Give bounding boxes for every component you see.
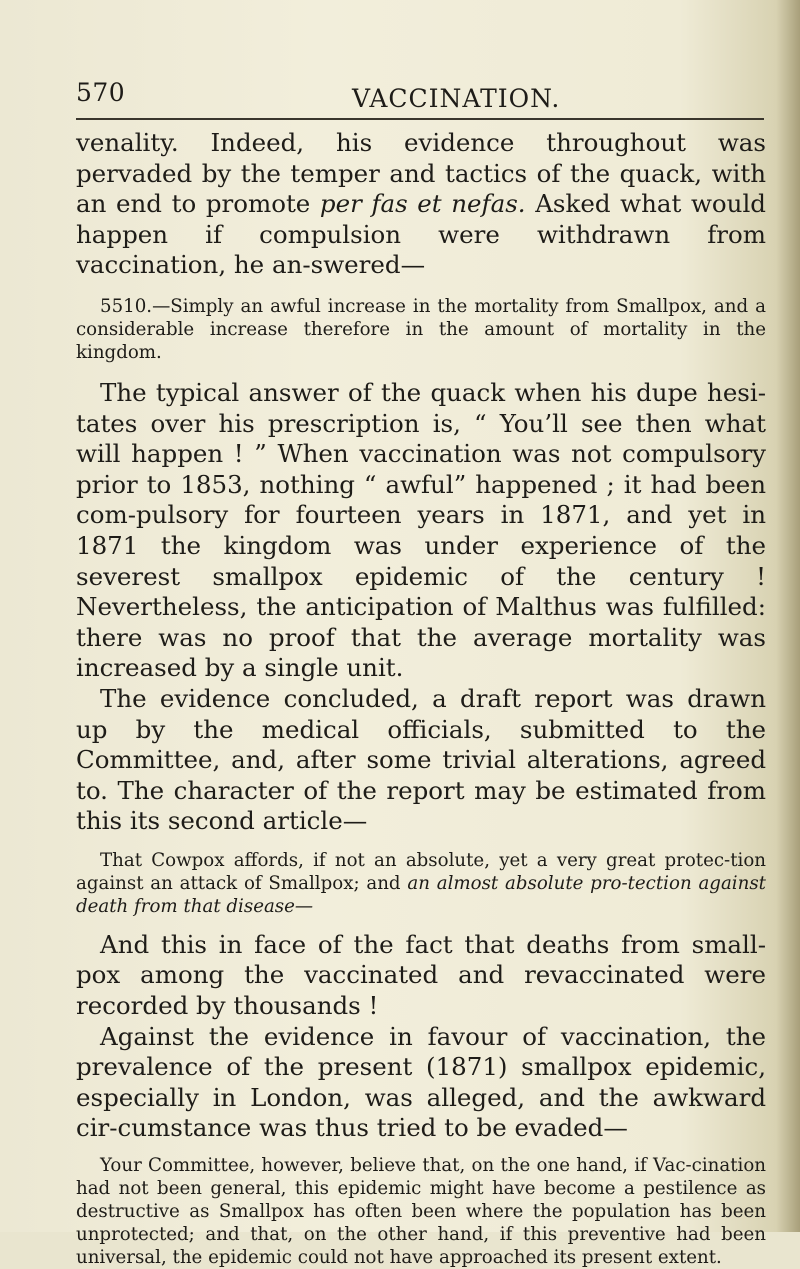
latin-phrase: per fas et nefas. bbox=[319, 189, 526, 219]
quote-committee: Your Committee, however, believe that, on the one hand, if Vac-cination had not been general, this epidemic might have become a pestilence as destructive as Smallpox has often been where the population has been unprotected; and that, on the other hand, if this preventive had been universal, the epidemic could not have approached its present extent. bbox=[76, 1155, 766, 1269]
paragraph-2: The typical answer of the quack when his dupe hesi-tates over his prescription is, “ You’ll see then what will happen ! ” When vaccination was not compulsory prior to 1853, nothing “ awful” happened ; it had been com-pulsory for fourteen years in 1871, and yet in 1871 the kingdom was under experience of the severest smallpox epidemic of the century ! Nevertheless, the anticipation of Malthus was fulfilled: there was no proof that the average mortality was increased by a single unit. bbox=[76, 377, 766, 683]
quote-second-article: That Cowpox affords, if not an absolute, yet a very great protec-tion against an attack of Smallpox; and an almost absolute pro-tection against death from that disease— bbox=[76, 849, 766, 917]
paragraph-3: The evidence concluded, a draft report was drawn up by the medical officials, submitted to the Committee, and, after some trivial alterations, agreed to. The character of the report may be estimated from this its second article— bbox=[76, 683, 766, 836]
page-header bbox=[76, 60, 766, 113]
page-number: 570 bbox=[76, 78, 126, 107]
page-content bbox=[76, 60, 766, 1269]
paragraph-4: And this in face of the fact that deaths from small-pox among the vaccinated and revaccinated were recorded by thousands ! bbox=[76, 929, 766, 1021]
paragraph-1: venality. Indeed, his evidence throughout was pervaded by the temper and tactics of the quack, with an end to promote per fas et nefas. Asked what would happen if compulsion were withdrawn from vaccination, he an-swered— bbox=[76, 128, 766, 280]
quote-italic-phrase: an almost absolute pro-tection against death from that disease— bbox=[76, 872, 766, 917]
quote-5510: 5510.—Simply an awful increase in the mortality from Smallpox, and a considerable increase therefore in the amount of mortality in the kingdom. bbox=[76, 295, 766, 363]
header-rule bbox=[76, 118, 764, 120]
paragraph-5: Against the evidence in favour of vaccination, the prevalence of the present (1871) smallpox epidemic, especially in London, was alleged, and the awkward cir-cumstance was thus tried to be evaded— bbox=[76, 1021, 766, 1143]
running-title: VACCINATION. bbox=[352, 84, 561, 113]
